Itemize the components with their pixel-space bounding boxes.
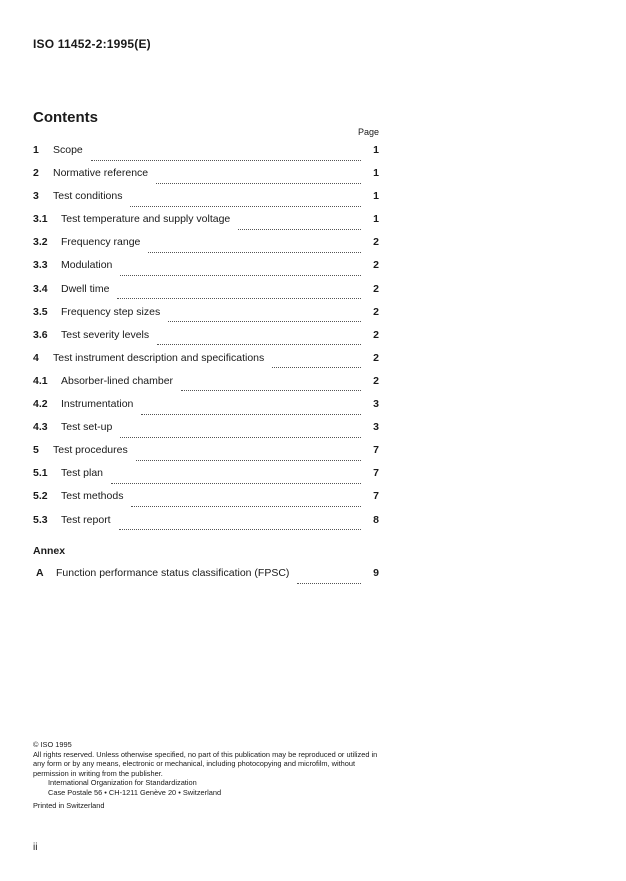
toc-entry-number: 3.3 [33,259,48,272]
organization-name: International Organization for Standardization [48,778,197,788]
toc-entry-title: Test instrument description and specifications [53,351,265,364]
toc-entry [33,259,379,282]
toc-entry [33,490,379,513]
toc-entry-title: Scope [53,144,83,156]
toc-entry-title: Test set-up [61,421,113,434]
toc-entry-number: 3 [33,190,39,203]
toc-entry-title: Test report [61,513,111,526]
toc-entry-title: Test methods [61,490,124,503]
printed-location: Printed in Switzerland [33,800,105,810]
dot-leader [157,343,361,345]
toc-entry-number: 5.3 [33,513,48,526]
organization-address: Case Postale 56 • CH-1211 Genève 20 • Switzerland [48,787,222,797]
toc-entry-number: 4.1 [33,374,48,387]
toc-entry-title: Absorber-lined chamber [61,374,174,387]
dot-leader [136,459,361,461]
dot-leader [111,482,361,484]
toc-entry-page: 2 [373,351,379,364]
table-of-contents [33,144,379,537]
toc-entry [33,190,379,213]
toc-entry-title: Dwell time [61,282,110,295]
toc-entry [33,375,379,398]
toc-entry-page: 7 [373,444,379,457]
dot-leader [131,505,361,507]
toc-entry-page: 2 [373,282,379,295]
toc-entry-number: 4 [33,351,39,364]
toc-entry-title: Test plan [61,467,104,480]
toc-entry-title: Test severity levels [61,328,150,341]
dot-leader [238,228,361,230]
contents-heading: Contents [33,109,98,126]
toc-entry-page: 7 [373,490,379,503]
toc-entry-number: 3.2 [33,236,48,249]
toc-entry-number: 5.1 [33,467,48,480]
dot-leader [168,320,361,322]
annex-list [33,567,379,590]
dot-leader [119,528,361,530]
toc-entry [33,567,379,590]
toc-entry-page: 2 [373,259,379,272]
toc-entry-title: Frequency step sizes [61,305,161,318]
toc-entry-number: 3.5 [33,305,48,318]
toc-entry-page: 1 [373,144,379,156]
dot-leader [117,297,361,299]
toc-entry-number: A [36,567,44,579]
toc-entry-page: 9 [373,567,379,579]
toc-entry [33,167,379,190]
toc-entry-title: Frequency range [61,236,141,249]
toc-entry-title: Function performance status classification (FPSC) [56,567,290,579]
dot-leader [120,436,361,438]
toc-entry-page: 3 [373,421,379,434]
dot-leader [130,205,361,207]
toc-entry-title: Test temperature and supply voltage [61,213,231,226]
toc-entry [33,144,379,167]
toc-entry [33,306,379,329]
toc-entry-number: 3.4 [33,282,48,295]
toc-entry-number: 3.6 [33,328,48,341]
dot-leader [91,159,361,161]
toc-entry [33,329,379,352]
toc-entry-page: 8 [373,513,379,526]
toc-entry-title: Normative reference [53,167,149,180]
toc-entry [33,398,379,421]
toc-entry [33,421,379,444]
toc-entry [33,236,379,259]
dot-leader [156,182,361,184]
toc-entry [33,514,379,537]
toc-entry-number: 4.3 [33,421,48,434]
toc-entry-page: 1 [373,213,379,226]
toc-entry-page: 1 [373,167,379,180]
copyright-notice [33,740,383,810]
toc-entry-number: 3.1 [33,213,48,226]
toc-entry-page: 1 [373,190,379,203]
annex-heading: Annex [33,545,66,557]
toc-entry-page: 3 [373,398,379,411]
toc-entry-number: 4.2 [33,398,48,411]
dot-leader [181,389,361,391]
toc-entry [33,213,379,236]
toc-entry-number: 1 [33,144,39,156]
toc-entry-number: 5.2 [33,490,48,503]
toc-entry-page: 2 [373,374,379,387]
page-number: ii [33,842,38,853]
toc-entry-title: Test conditions [53,190,123,203]
dot-leader [141,413,361,415]
toc-entry-number: 5 [33,444,39,457]
rights-statement: All rights reserved. Unless otherwise specified, no part of this publication may be reproduced or utilized in any form or by any means, electronic or mechanical, including photocopying and microfilm, without permission in writing from the publisher. [33,749,378,778]
dot-leader [148,251,361,253]
toc-entry-title: Instrumentation [61,398,134,411]
toc-entry [33,444,379,467]
toc-entry-page: 2 [373,236,379,249]
dot-leader [120,274,361,276]
dot-leader [272,366,361,368]
toc-entry-page: 7 [373,467,379,480]
document-id: ISO 11452-2:1995(E) [33,37,151,51]
toc-entry [33,283,379,306]
toc-entry [33,352,379,375]
toc-entry-number: 2 [33,167,39,180]
toc-entry-title: Modulation [61,259,113,272]
copyright-line: © ISO 1995 [33,740,72,749]
toc-entry-title: Test procedures [53,444,128,457]
toc-entry [33,467,379,490]
toc-entry-page: 2 [373,305,379,318]
page-column-label: Page [357,127,379,137]
toc-entry-page: 2 [373,328,379,341]
dot-leader [297,582,361,584]
